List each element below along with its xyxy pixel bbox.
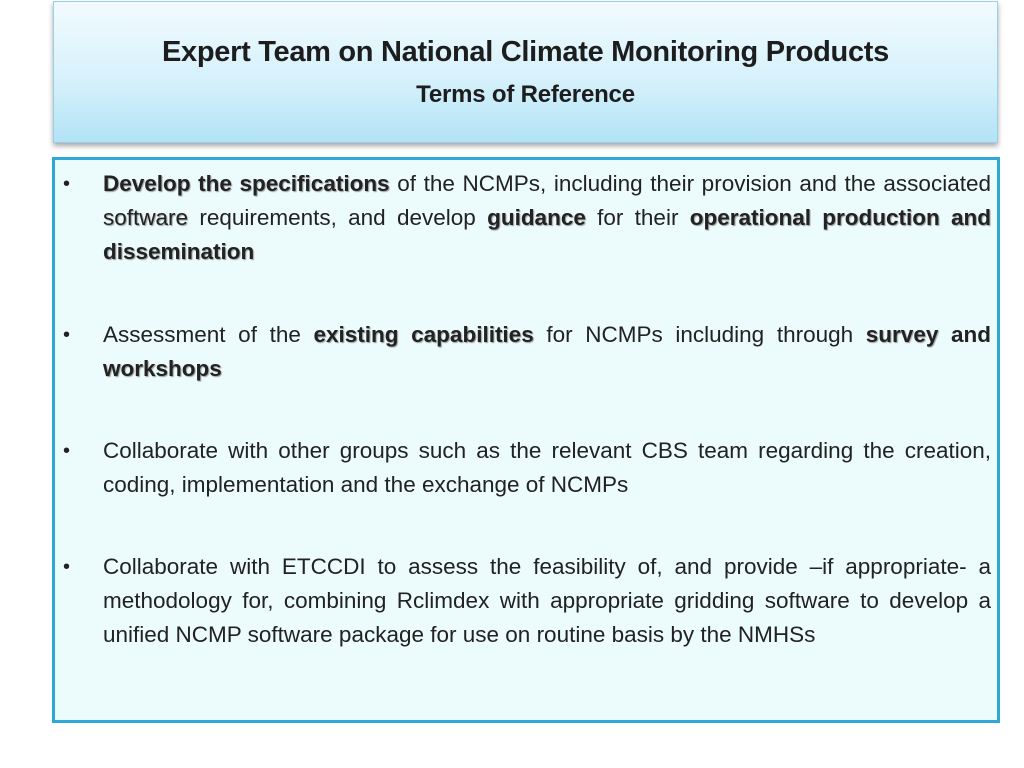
bullet-highlight: workshops [103, 356, 222, 381]
bullet-item-assessment [63, 318, 991, 386]
bullet-text: requirements, and develop [188, 205, 488, 230]
title-banner [53, 1, 998, 143]
bullet-highlight: existing capabilities [313, 322, 534, 347]
bullet-highlight: guidance [487, 205, 586, 230]
bullet-marker: • [63, 556, 71, 578]
bullet-marker: • [63, 173, 71, 195]
bullet-highlight: Develop the specifications [103, 171, 390, 196]
bullet-text: Assessment of the [103, 322, 314, 347]
bullet-text: for their [585, 205, 690, 230]
bullet-item-collaborate-etccdi [63, 550, 991, 652]
bullet-text: and [938, 322, 991, 347]
bullet-item-collaborate-cbs [63, 434, 991, 502]
bullet-highlight: software [103, 205, 189, 230]
bullet-text: for NCMPs including through [533, 322, 866, 347]
bullet-highlight: survey [865, 322, 939, 347]
bullet-marker: • [63, 324, 71, 346]
bullet-text: Collaborate with other groups such as the relevant CBS team regarding the creation, coding, implementation and the exchange of NCMPs [103, 438, 991, 497]
bullet-marker: • [63, 440, 71, 462]
bullet-item-specifications [63, 167, 992, 269]
bullet-highlight: operational production and dissemination [103, 205, 992, 264]
bullet-text: Collaborate with ETCCDI to assess the feasibility of, and provide –if appropriate- a methodology for, combining Rclimdex with appropriate gridding software to develop a unified NCMP software package for use on routine basis by the NMHSs [103, 554, 991, 647]
bullet-text: of the NCMPs, including their provision and the associated [389, 171, 991, 196]
slide-title: Expert Team on National Climate Monitoring Products [162, 36, 889, 68]
slide-subtitle: Terms of Reference [416, 81, 635, 108]
content-panel [52, 157, 1000, 723]
